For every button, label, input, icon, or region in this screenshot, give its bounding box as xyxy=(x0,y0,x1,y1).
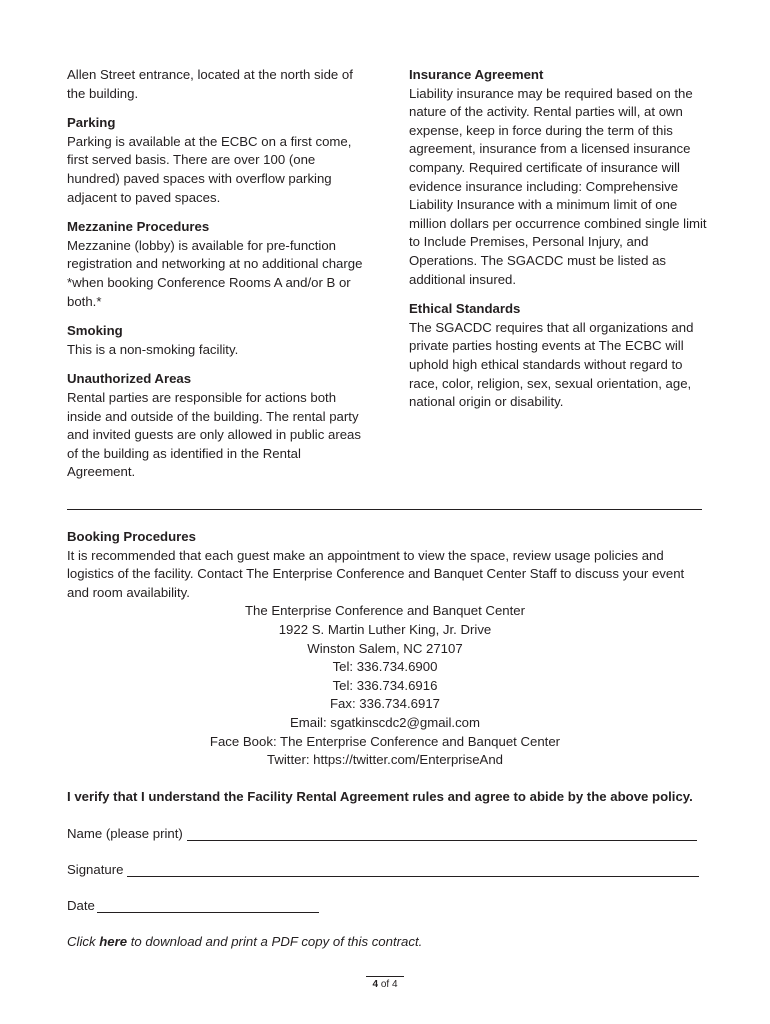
page-number xyxy=(340,979,430,990)
date-field xyxy=(67,898,319,913)
booking-text: It is recommended that each guest make an appointment to view the space, review usage policies and logistics of the facility. Contact The Enterprise Conference and Banquet Center Staff to discuss your event and room availability. xyxy=(67,547,685,600)
page-total: 4 xyxy=(391,979,398,990)
date-label: Date xyxy=(67,898,95,913)
contact-facebook: Face Book: The Enterprise Conference and Banquet Center xyxy=(209,733,561,749)
name-input-line[interactable] xyxy=(187,826,697,841)
contact-street: 1922 S. Martin Luther King, Jr. Drive xyxy=(278,621,492,637)
page-separator: of xyxy=(378,979,392,990)
signature-label: Signature xyxy=(67,862,124,877)
mezzanine-heading: Mezzanine Procedures xyxy=(67,219,210,235)
booking-section xyxy=(67,528,707,770)
smoking-section xyxy=(67,322,367,359)
intro-text: Allen Street entrance, located at the north side of the building. xyxy=(67,67,353,101)
left-column xyxy=(67,66,367,493)
unauthorized-heading: Unauthorized Areas xyxy=(67,371,192,387)
unauthorized-text: Rental parties are responsible for actions both inside and outside of the building. The rental party and invited guests are only allowed in public areas of the building as identified in the Rental Agreement. xyxy=(67,389,361,480)
contact-block xyxy=(67,602,703,769)
insurance-text: Liability insurance may be required based on the nature of the activity. Rental parties will, at own expense, keep in force during the term of this agreement, insurance from a licensed insurance company. Required certificate of insurance will evidence insurance including: Comprehensive Liability Insurance with a minimum limit of one million dollars per occurrence combined single limit to Include Premises, Personal Injury, and Operations. The SGACDC must be listed as additional insured. xyxy=(409,85,707,287)
contact-city: Winston Salem, NC 27107 xyxy=(307,640,463,656)
unauthorized-section xyxy=(67,370,367,482)
page-current: 4 xyxy=(372,979,379,990)
date-input-line[interactable] xyxy=(97,898,319,913)
contact-email: Email: sgatkinscdc2@gmail.com xyxy=(289,714,480,730)
contact-tel-1: Tel: 336.734.6900 xyxy=(332,659,438,675)
name-label: Name (please print) xyxy=(67,826,183,841)
contact-twitter: Twitter: https://twitter.com/EnterpriseAnd xyxy=(267,752,503,768)
parking-section xyxy=(67,114,367,207)
parking-heading: Parking xyxy=(67,115,116,131)
ethical-section xyxy=(409,300,709,412)
mezzanine-section xyxy=(67,218,367,311)
contact-tel-2: Tel: 336.734.6916 xyxy=(332,677,438,693)
download-link[interactable]: here xyxy=(99,934,128,949)
intro-section xyxy=(67,66,367,103)
footer-rule xyxy=(366,976,404,977)
mezzanine-text: Mezzanine (lobby) is available for pre-function registration and networking at no additional charge *when booking Conference Rooms A and/or B or both.* xyxy=(67,237,363,309)
ethical-text: The SGACDC requires that all organizations and private parties hosting events at The ECBC will uphold high ethical standards without regard to race, color, religion, sex, sexual orientation, age, national origin or disability. xyxy=(409,319,694,410)
signature-input-line[interactable] xyxy=(127,862,699,877)
download-suffix: to download and print a PDF copy of this contract. xyxy=(127,934,423,949)
signature-field xyxy=(67,862,699,877)
insurance-heading: Insurance Agreement xyxy=(409,67,544,82)
contact-org-name: The Enterprise Conference and Banquet Center xyxy=(244,603,526,619)
right-column xyxy=(409,66,709,423)
section-divider xyxy=(67,509,702,510)
smoking-heading: Smoking xyxy=(67,323,123,339)
name-field xyxy=(67,826,697,841)
contact-fax: Fax: 336.734.6917 xyxy=(330,696,440,712)
ethical-heading: Ethical Standards xyxy=(409,301,521,317)
insurance-section xyxy=(409,66,709,289)
booking-heading: Booking Procedures xyxy=(67,529,196,544)
parking-text: Parking is available at the ECBC on a first come, first served basis. There are over 100 (one hundred) paved spaces with overflow parking adjacent to paved spaces. xyxy=(67,133,352,205)
download-prefix: Click xyxy=(67,934,100,949)
verify-statement: I verify that I understand the Facility Rental Agreement rules and agree to abide by the above policy. xyxy=(67,789,693,804)
smoking-text: This is a non-smoking facility. xyxy=(67,341,239,357)
download-note xyxy=(67,934,422,949)
